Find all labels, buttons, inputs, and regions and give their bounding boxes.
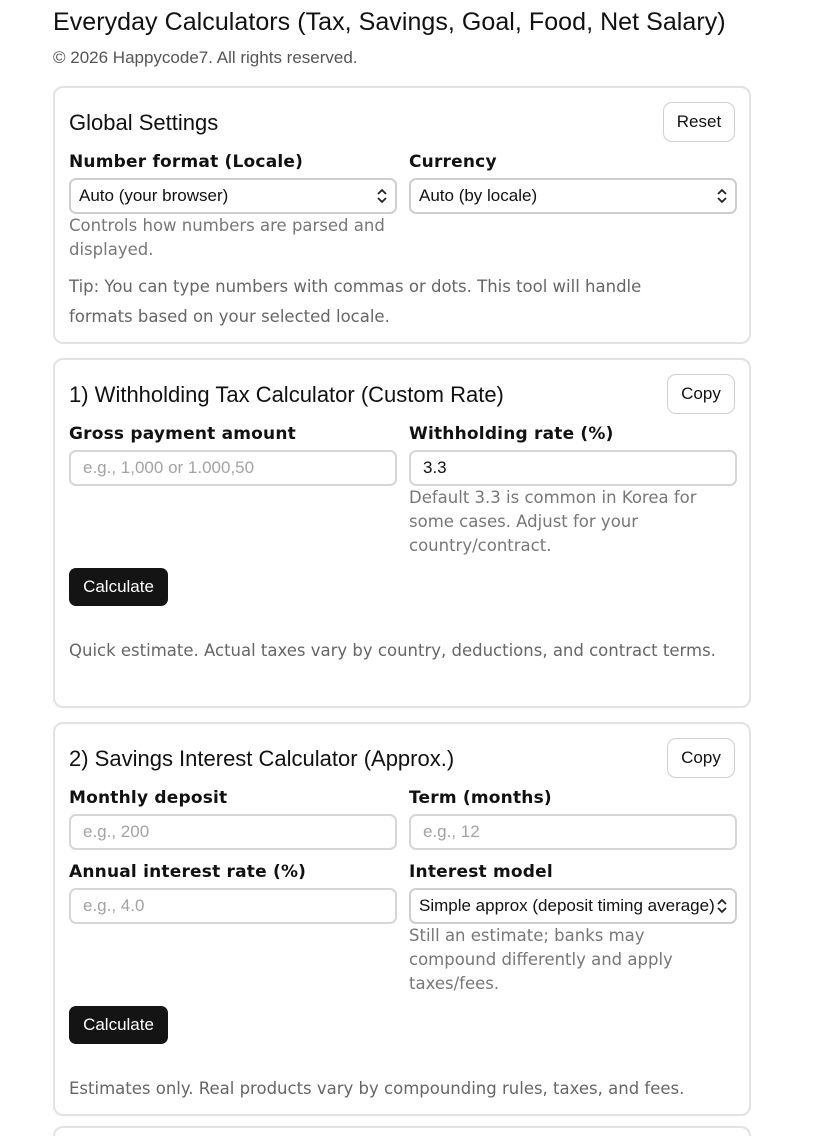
annual-rate-input[interactable] <box>69 888 397 924</box>
page-title: Everyday Calculators (Tax, Savings, Goal, Food, Net Salary) <box>53 8 726 36</box>
savings-note: Estimates only. Real products vary by compounding rules, taxes, and fees. <box>69 1079 685 1098</box>
withholding-rate-input[interactable] <box>409 450 737 486</box>
global-settings-card <box>53 86 751 344</box>
global-settings-title: Global Settings <box>69 110 219 135</box>
interest-model-label: Interest model <box>409 862 553 882</box>
currency-select[interactable] <box>409 178 737 214</box>
interest-model-select[interactable] <box>409 888 737 924</box>
withholding-rate-hint: Default 3.3 is common in Korea for some cases. Adjust for your country/contract. <box>409 488 697 555</box>
reset-button[interactable]: Reset <box>663 102 735 142</box>
term-months-label: Term (months) <box>409 788 552 808</box>
chevron-up-down-icon <box>715 186 729 206</box>
next-card-edge <box>53 1126 751 1136</box>
currency-label: Currency <box>409 152 497 172</box>
locale-select-value: Auto (your browser) <box>79 186 229 205</box>
withholding-copy-button[interactable]: Copy <box>667 374 735 414</box>
term-months-input[interactable] <box>409 814 737 850</box>
locale-select[interactable] <box>69 178 397 214</box>
withholding-note: Quick estimate. Actual taxes vary by country, deductions, and contract terms. <box>69 641 716 660</box>
withholding-calculate-button[interactable]: Calculate <box>69 568 168 606</box>
locale-label: Number format (Locale) <box>69 152 304 172</box>
currency-select-value: Auto (by locale) <box>419 186 538 205</box>
withholding-tax-card <box>53 358 751 708</box>
annual-rate-label: Annual interest rate (%) <box>69 862 307 882</box>
chevron-up-down-icon <box>715 896 729 916</box>
gross-amount-label: Gross payment amount <box>69 424 296 444</box>
savings-title: 2) Savings Interest Calculator (Approx.) <box>69 746 455 771</box>
savings-interest-card <box>53 722 751 1116</box>
gross-amount-input[interactable] <box>69 450 397 486</box>
interest-model-hint: Still an estimate; banks may compound differently and apply taxes/fees. <box>409 926 673 993</box>
withholding-rate-label: Withholding rate (%) <box>409 424 614 444</box>
locale-hint: Controls how numbers are parsed and displayed. <box>69 216 385 259</box>
copyright-text: © 2026 Happycode7. All rights reserved. <box>53 48 358 67</box>
savings-copy-button[interactable]: Copy <box>667 738 735 778</box>
savings-calculate-button[interactable]: Calculate <box>69 1006 168 1044</box>
withholding-title: 1) Withholding Tax Calculator (Custom Rate) <box>69 382 504 407</box>
interest-model-select-value: Simple approx (deposit timing average) <box>419 896 715 915</box>
monthly-deposit-input[interactable] <box>69 814 397 850</box>
global-tip: Tip: You can type numbers with commas or dots. This tool will handle formats based on your selected locale. <box>69 277 642 326</box>
chevron-up-down-icon <box>375 186 389 206</box>
monthly-deposit-label: Monthly deposit <box>69 788 228 808</box>
